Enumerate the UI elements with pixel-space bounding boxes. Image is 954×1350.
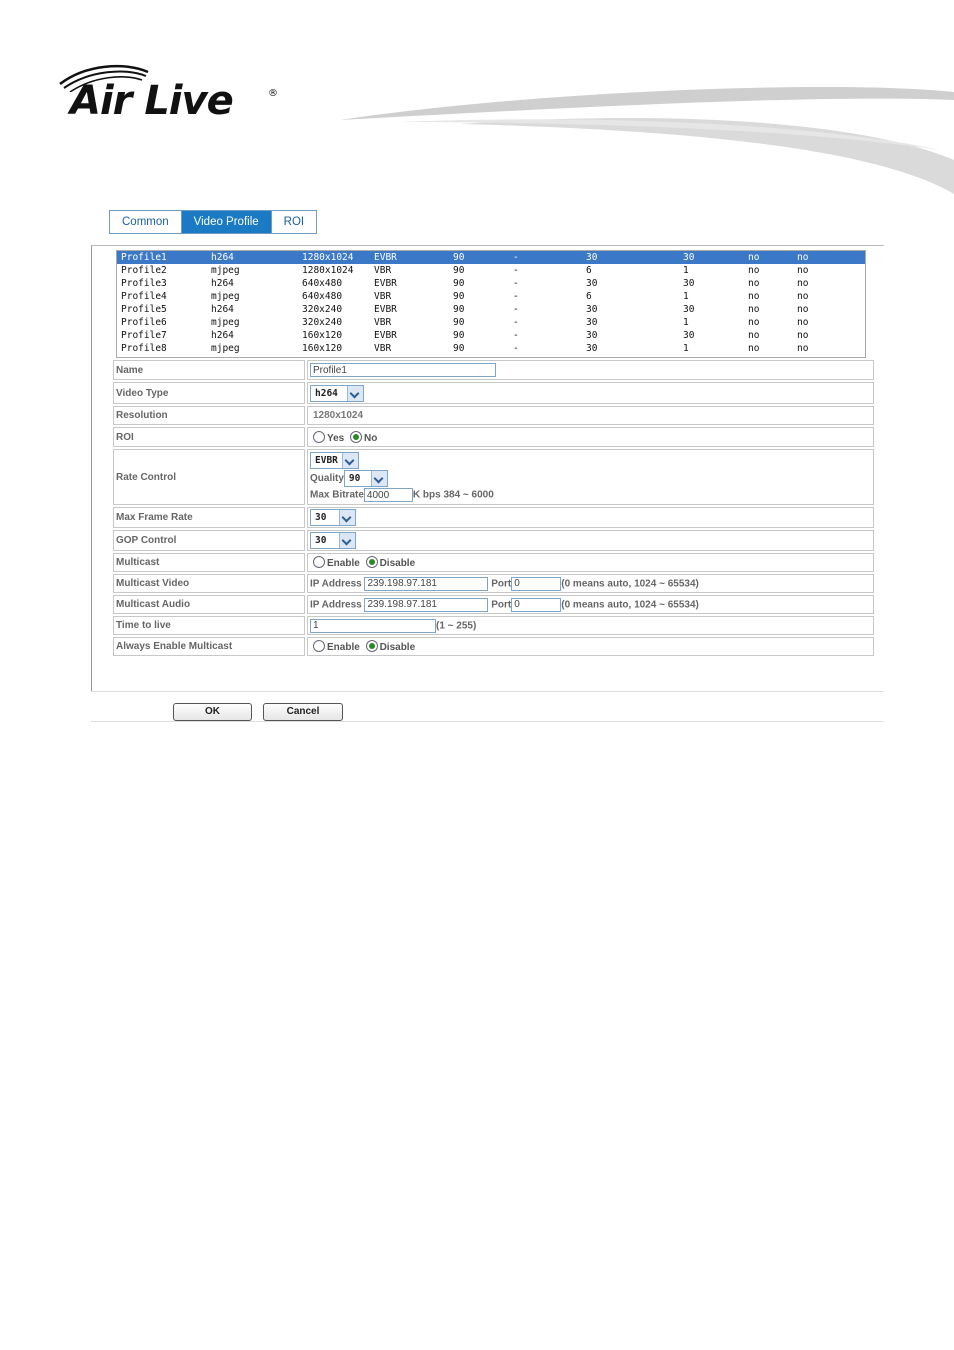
profile-cell: 90 [453, 304, 465, 315]
tab-bar [109, 210, 317, 234]
multicast-audio-port-input[interactable] [511, 598, 561, 612]
profile-cell: EVBR [374, 330, 397, 341]
roi-label: ROI [113, 427, 305, 447]
profile-cell: 1 [683, 343, 689, 354]
gop-control-label: GOP Control [113, 530, 305, 551]
name-label: Name [113, 360, 305, 380]
profile-cell: no [748, 317, 760, 328]
profile-cell: 90 [453, 291, 465, 302]
profile-row[interactable] [117, 342, 865, 355]
video-type-label: Video Type [113, 382, 305, 404]
profile-row[interactable] [117, 264, 865, 277]
profile-cell: 30 [683, 278, 695, 289]
tab-video-profile[interactable]: Video Profile [182, 211, 272, 233]
profile-cell: - [513, 304, 519, 315]
multicast-video-ip-label: IP Address [310, 578, 362, 589]
profile-cell: mjpeg [211, 265, 240, 276]
tab-roi[interactable]: ROI [272, 211, 316, 233]
max-bitrate-hint: K bps 384 ~ 6000 [412, 489, 494, 501]
profile-cell: Profile7 [121, 330, 167, 341]
profile-settings-table [111, 358, 876, 658]
profile-cell: 90 [453, 278, 465, 289]
roi-yes-radio[interactable] [313, 431, 325, 443]
roi-no-label: No [364, 432, 378, 444]
profile-cell: 1280x1024 [302, 265, 354, 276]
profile-cell: mjpeg [211, 343, 240, 354]
rate-control-select[interactable]: EVBR [310, 452, 359, 469]
profile-cell: 30 [586, 317, 598, 328]
profile-cell: 1280x1024 [302, 252, 354, 263]
profile-cell: 30 [586, 278, 598, 289]
profile-cell: 320x240 [302, 317, 343, 328]
gop-control-select[interactable]: 30 [310, 532, 356, 549]
profile-cell: no [748, 265, 760, 276]
profile-row[interactable] [117, 290, 865, 303]
profile-cell: Profile3 [121, 278, 167, 289]
profile-cell: 30 [683, 252, 695, 263]
multicast-video-label: Multicast Video [113, 574, 305, 593]
time-to-live-input[interactable] [310, 619, 436, 633]
airlive-logo [56, 62, 286, 132]
profile-row[interactable] [117, 329, 865, 342]
chevron-down-icon [342, 453, 358, 468]
profile-cell: no [797, 278, 809, 289]
max-bitrate-input[interactable] [364, 488, 413, 502]
multicast-label: Multicast [113, 553, 305, 572]
always-multicast-enable-radio[interactable] [313, 640, 325, 652]
profile-cell: - [513, 317, 519, 328]
profile-cell: Profile8 [121, 343, 167, 354]
max-frame-rate-select[interactable]: 30 [310, 509, 356, 526]
profile-cell: no [797, 330, 809, 341]
header-decoration [340, 80, 954, 200]
profile-cell: - [513, 291, 519, 302]
profile-cell: mjpeg [211, 317, 240, 328]
chevron-down-icon [339, 510, 355, 525]
profile-cell: VBR [374, 343, 392, 354]
profile-cell: - [513, 343, 519, 354]
profile-cell: no [748, 291, 760, 302]
multicast-audio-ip-label: IP Address [310, 599, 362, 610]
profile-cell: - [513, 330, 519, 341]
profile-cell: 640x480 [302, 278, 343, 289]
profile-cell: 30 [586, 343, 598, 354]
profile-cell: - [513, 265, 519, 276]
time-to-live-hint: (1 ~ 255) [436, 620, 477, 631]
profile-cell: 90 [453, 330, 465, 341]
max-bitrate-label: Max Bitrate [310, 489, 364, 501]
quality-select[interactable]: 90 [344, 470, 388, 487]
profile-cell: no [748, 252, 760, 263]
always-multicast-enable-label: Enable [327, 642, 360, 653]
profile-row[interactable] [117, 303, 865, 316]
footer-divider [91, 691, 883, 692]
profile-cell: Profile6 [121, 317, 167, 328]
profile-cell: h264 [211, 330, 234, 341]
profile-cell: - [513, 252, 519, 263]
multicast-audio-ip-input[interactable] [364, 598, 488, 612]
profile-cell: no [797, 304, 809, 315]
profile-cell: no [748, 343, 760, 354]
profile-cell: Profile1 [121, 252, 167, 263]
profile-cell: Profile4 [121, 291, 167, 302]
multicast-enable-label: Enable [327, 558, 360, 569]
profile-cell: EVBR [374, 304, 397, 315]
footer-divider [91, 721, 883, 722]
name-input[interactable] [310, 363, 496, 377]
profile-cell: 160x120 [302, 343, 343, 354]
quality-label: Quality [310, 473, 344, 485]
multicast-video-hint: (0 means auto, 1024 ~ 65534) [561, 578, 699, 589]
chevron-down-icon [339, 533, 355, 548]
multicast-video-ip-input[interactable] [364, 577, 488, 591]
rate-control-label: Rate Control [113, 449, 305, 505]
multicast-enable-radio[interactable] [313, 556, 325, 568]
profile-cell: no [797, 317, 809, 328]
resolution-value: 1280x1024 [313, 410, 364, 421]
profile-cell: no [797, 252, 809, 263]
multicast-video-port-input[interactable] [511, 577, 561, 591]
profile-cell: VBR [374, 291, 392, 302]
multicast-audio-label: Multicast Audio [113, 595, 305, 614]
profile-cell: 90 [453, 265, 465, 276]
profile-cell: 1 [683, 291, 689, 302]
profile-row[interactable] [117, 251, 865, 264]
profile-cell: 1 [683, 317, 689, 328]
brand-wordmark: Air Live [70, 78, 233, 124]
profile-cell: EVBR [374, 252, 397, 263]
roi-yes-label: Yes [327, 432, 345, 444]
chevron-down-icon [347, 386, 363, 401]
max-frame-rate-label: Max Frame Rate [113, 507, 305, 528]
profile-cell: h264 [211, 304, 234, 315]
profile-cell: 90 [453, 252, 465, 263]
profile-cell: no [797, 343, 809, 354]
profile-row[interactable] [117, 316, 865, 329]
profile-cell: Profile2 [121, 265, 167, 276]
profile-cell: no [797, 291, 809, 302]
profile-cell: 30 [683, 304, 695, 315]
profile-cell: 320x240 [302, 304, 343, 315]
multicast-audio-port-label: Port [491, 599, 512, 610]
profile-cell: mjpeg [211, 291, 240, 302]
resolution-label: Resolution [113, 406, 305, 425]
profile-cell: VBR [374, 265, 392, 276]
multicast-audio-hint: (0 means auto, 1024 ~ 65534) [561, 599, 699, 610]
profile-cell: EVBR [374, 278, 397, 289]
profile-cell: 640x480 [302, 291, 343, 302]
chevron-down-icon [371, 471, 387, 486]
profile-row[interactable] [117, 277, 865, 290]
profile-cell: h264 [211, 252, 234, 263]
registered-mark: ® [268, 88, 278, 99]
profile-cell: 160x120 [302, 330, 343, 341]
profile-cell: 6 [586, 265, 592, 276]
profile-cell: VBR [374, 317, 392, 328]
profile-cell: no [797, 265, 809, 276]
profile-cell: - [513, 278, 519, 289]
profile-cell: no [748, 304, 760, 315]
profile-cell: no [748, 330, 760, 341]
profile-cell: 30 [586, 252, 598, 263]
profile-cell: 6 [586, 291, 592, 302]
profile-cell: h264 [211, 278, 234, 289]
profile-cell: no [748, 278, 760, 289]
profile-cell: 90 [453, 317, 465, 328]
multicast-video-port-label: Port [491, 578, 512, 589]
tab-common[interactable]: Common [110, 211, 182, 233]
time-to-live-label: Time to live [113, 616, 305, 635]
profile-cell: 30 [586, 330, 598, 341]
video-type-select[interactable]: h264 [310, 385, 364, 402]
profile-cell: 30 [683, 330, 695, 341]
multicast-disable-radio[interactable] [366, 556, 378, 568]
ok-button[interactable]: OK [173, 703, 252, 721]
profile-list[interactable] [116, 250, 866, 358]
profile-cell: Profile5 [121, 304, 167, 315]
cancel-button[interactable]: Cancel [263, 703, 343, 721]
always-multicast-disable-label: Disable [379, 642, 416, 653]
profile-cell: 90 [453, 343, 465, 354]
always-multicast-label: Always Enable Multicast [113, 637, 305, 656]
roi-no-radio[interactable] [350, 431, 362, 443]
profile-cell: 30 [586, 304, 598, 315]
multicast-disable-label: Disable [379, 558, 416, 569]
profile-cell: 1 [683, 265, 689, 276]
always-multicast-disable-radio[interactable] [366, 640, 378, 652]
